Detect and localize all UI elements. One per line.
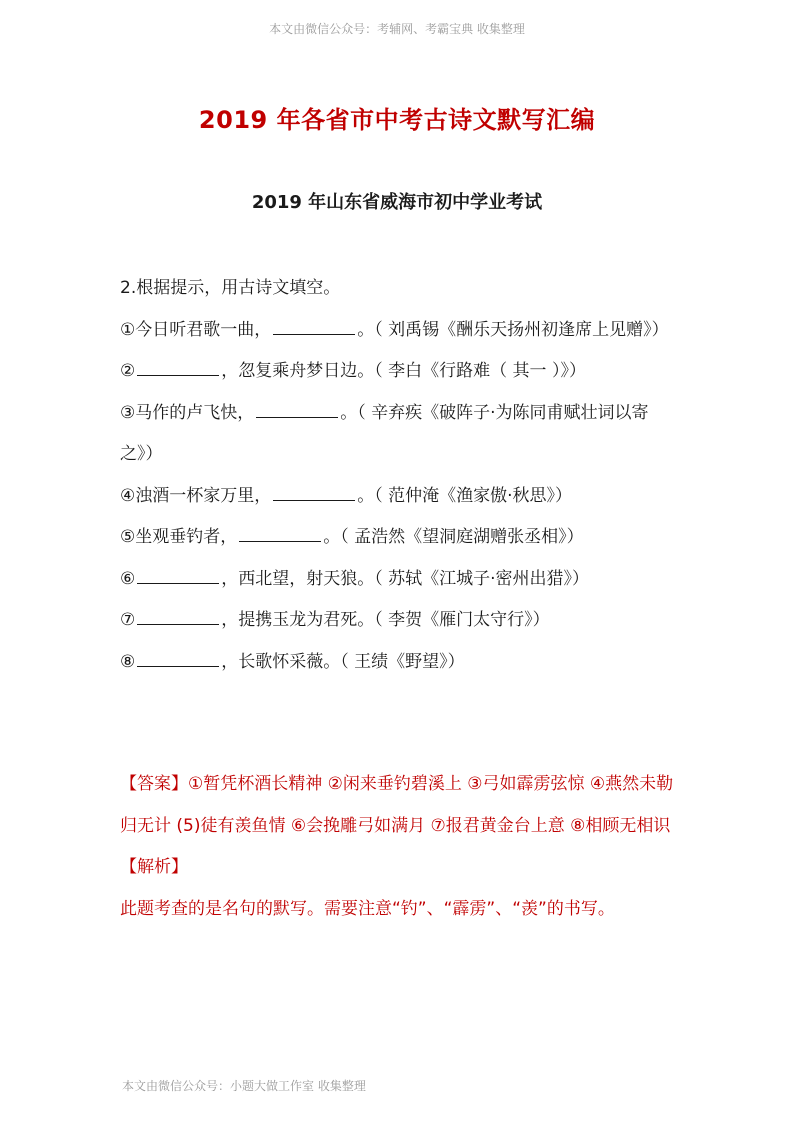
- item-suffix: 。（ 辛弃疾《破阵子·为陈同甫赋壮词以寄之》）: [120, 402, 649, 464]
- item-prefix: ⑤坐观垂钓者，: [120, 527, 238, 547]
- question-item: [120, 476, 680, 518]
- item-prefix: ⑧: [120, 651, 136, 672]
- fill-blank: [137, 606, 219, 625]
- question-item: [120, 642, 680, 684]
- document-title: 2019 年各省市中考古诗文默写汇编: [198, 106, 596, 134]
- item-prefix: ①今日听君歌一曲，: [120, 319, 272, 340]
- question-item: [120, 600, 680, 642]
- fill-blank: [239, 523, 321, 542]
- question-item: [120, 393, 680, 476]
- item-suffix: ，忽复乘舟梦日边。（ 李白《行路难（ 其一 ）》）: [221, 361, 586, 381]
- item-suffix: 。（ 孟浩然《望洞庭湖赠张丞相》）: [323, 527, 584, 547]
- item-suffix: 。（ 刘禹锡《酬乐天扬州初逢席上见赠》）: [357, 319, 669, 340]
- item-suffix: 。（ 范仲淹《渔家傲·秋思》）: [357, 485, 573, 506]
- item-prefix: ⑦: [120, 610, 136, 630]
- footer-watermark-note: 本文由微信公众号：小题大做工作室 收集整理: [122, 1079, 366, 1093]
- fill-blank: [273, 482, 355, 501]
- item-prefix: ⑥: [120, 568, 136, 589]
- exam-subtitle: 2019 年山东省威海市初中学业考试: [251, 192, 543, 213]
- question-item: [120, 517, 680, 559]
- question-intro: 2.根据提示，用古诗文填空。: [120, 278, 341, 298]
- answer-block: [120, 764, 680, 930]
- item-prefix: ④浊酒一杯家万里，: [120, 485, 272, 506]
- item-prefix: ②: [120, 361, 136, 381]
- fill-blank: [137, 565, 219, 584]
- question-block: [120, 268, 680, 683]
- question-item: [120, 310, 680, 352]
- fill-blank: [256, 399, 338, 418]
- item-suffix: ，西北望，射天狼。（ 苏轼《江城子·密州出猎》）: [221, 568, 590, 589]
- item-prefix: ③马作的卢飞快，: [120, 402, 255, 423]
- analysis-text: 此题考查的是名句的默写。需要注意“钓”、“霹雳”、“羡”的书写。: [120, 898, 615, 919]
- answer-text: 【答案】①暂凭杯酒长精神 ②闲来垂钓碧溪上 ③弓如霹雳弦惊 ④燕然未勒归无计 (5)徒有羡鱼情 ⑥会挽雕弓如满月 ⑦报君黄金台上意 ⑧相顾无相识: [120, 774, 674, 836]
- fill-blank: [137, 648, 219, 667]
- item-suffix: ，提携玉龙为君死。（ 李贺《雁门太守行》）: [221, 610, 550, 630]
- fill-blank: [273, 316, 355, 335]
- question-item: [120, 351, 680, 393]
- analysis-label: 【解析】: [120, 857, 188, 877]
- question-item: [120, 559, 680, 601]
- header-watermark-note: 本文由微信公众号：考辅网、考霸宝典 收集整理: [269, 22, 525, 36]
- fill-blank: [137, 357, 219, 376]
- item-suffix: ，长歌怀采薇。（ 王绩《野望》）: [221, 651, 465, 672]
